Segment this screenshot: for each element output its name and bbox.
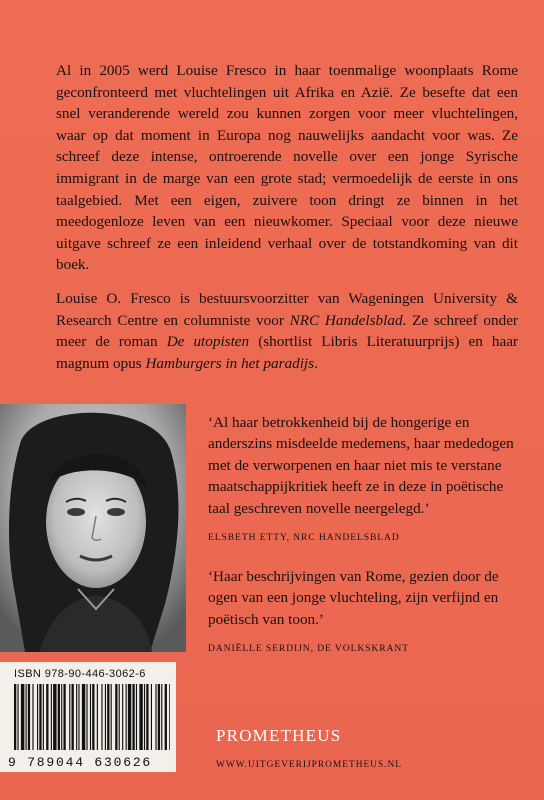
barcode-bar	[39, 684, 41, 750]
author-photo	[0, 404, 186, 652]
barcode-bar	[151, 684, 152, 750]
barcode-bar	[136, 684, 137, 750]
novel-title: De utopisten	[166, 333, 250, 351]
barcode-bar	[144, 684, 145, 750]
author-bio-part: . Ze schreef onder meer de roman	[56, 311, 518, 351]
ean-digits: 9 789044 630626	[8, 755, 153, 770]
barcode-bar	[14, 684, 16, 750]
review-quote-source: DANIËLLE SERDIJN, DE VOLKSKRANT	[208, 643, 409, 655]
barcode-bar	[92, 684, 94, 750]
barcode-bar	[101, 684, 102, 750]
barcode-bar	[132, 684, 134, 750]
review-quote-text: ‘Al haar betrokkenheid bij de hongerige en anderszins misdeelde medemens, haar mededogen met de verworpenen en haar niet mis te verstane maatschappijkritiek heeft ze in deze in poëtische taal geschreven novelle neergelegd.’	[208, 414, 514, 517]
barcode-bar	[90, 684, 91, 750]
barcode-bar	[146, 684, 148, 750]
barcode-bar	[139, 684, 142, 750]
barcode-bar	[46, 684, 48, 750]
barcode-bar	[169, 684, 170, 750]
barcode-bar	[115, 684, 117, 750]
review-quote	[208, 412, 526, 548]
barcode-bar	[72, 684, 74, 750]
barcode-bar	[155, 684, 156, 750]
barcode-bar	[161, 684, 162, 750]
barcode-bar	[128, 684, 131, 750]
blurb-paragraph-summary: Al in 2005 werd Louise Fresco in haar toenmalige woonplaats Rome geconfronteerd met vluchtelingen uit Afrika en Azië. Ze besefte dat een snel veranderende wereld zou kunnen zorgen voor meer vluchtelingen, waar op dat moment in Europa nog nauwelijks aandacht voor was. Ze schreef deze intense, ontroerende novelle over een jonge Syrische immigrant in de marge van een grote stad; vermoedelijk de eerste in ons taalgebied. Met een eigen, zuivere toon dringt ze binnen in het meedogenloze leven van een nieuwkomer. Speciaal voor deze nieuwe uitgave schreef ze een inleidend verhaal over de totstandkoming van dit boek.	[56, 62, 518, 274]
barcode-bar	[78, 684, 79, 750]
review-quote	[208, 566, 526, 660]
barcode-bar	[76, 684, 77, 750]
barcode-bar	[107, 684, 109, 750]
barcode-bar	[158, 684, 160, 750]
publisher-logo: PROMETHEUS	[216, 726, 342, 745]
barcode-bar	[37, 684, 38, 750]
barcode-bar	[111, 684, 112, 750]
author-bio-part: (shortlist Libris Literatuurprijs) en haar magnum opus	[56, 333, 518, 372]
barcode-bar	[61, 684, 62, 750]
barcode-bar	[53, 684, 56, 750]
barcode-bar	[119, 684, 120, 750]
barcode-bar	[69, 684, 70, 750]
barcode-icon	[14, 684, 170, 750]
author-bio-part: .	[314, 354, 318, 372]
barcode-bar	[21, 684, 24, 750]
author-portrait-image	[0, 404, 186, 652]
barcode-bar	[126, 684, 127, 750]
barcode-bar	[97, 684, 98, 750]
review-quote-text: ‘Haar beschrijvingen van Rome, gezien door de ogen van een jonge vluchteling, zijn verfijnd en poëtisch van toon.’	[208, 568, 499, 628]
barcode-bar	[58, 684, 60, 750]
publisher-website: WWW.UITGEVERIJPROMETHEUS.NL	[216, 760, 403, 770]
barcode-bar	[63, 684, 65, 750]
barcode-bar	[105, 684, 106, 750]
barcode-bar	[82, 684, 85, 750]
barcode-bar	[17, 684, 18, 750]
barcode-bar	[28, 684, 30, 750]
barcode-bar	[86, 684, 87, 750]
isbn-label: ISBN 978-90-446-3062-6	[14, 668, 146, 680]
barcode-bar	[26, 684, 27, 750]
newspaper-title: NRC Handelsblad	[289, 311, 403, 329]
review-quote-source: ELSBETH ETTY, NRC HANDELSBLAD	[208, 532, 400, 544]
barcode-bar	[165, 684, 167, 750]
barcode-box	[0, 662, 176, 772]
barcode-bar	[51, 684, 52, 750]
barcode-bar	[32, 684, 33, 750]
blurb-text	[56, 60, 518, 386]
blurb-paragraph-author	[56, 288, 518, 374]
barcode-bar	[122, 684, 123, 750]
barcode-bar	[43, 684, 44, 750]
author-bio-part: Louise O. Fresco is bestuursvoorzitter van Wageningen University & Research Centre en columniste voor	[56, 289, 518, 329]
opus-title: Hamburgers in het paradijs	[145, 354, 315, 372]
